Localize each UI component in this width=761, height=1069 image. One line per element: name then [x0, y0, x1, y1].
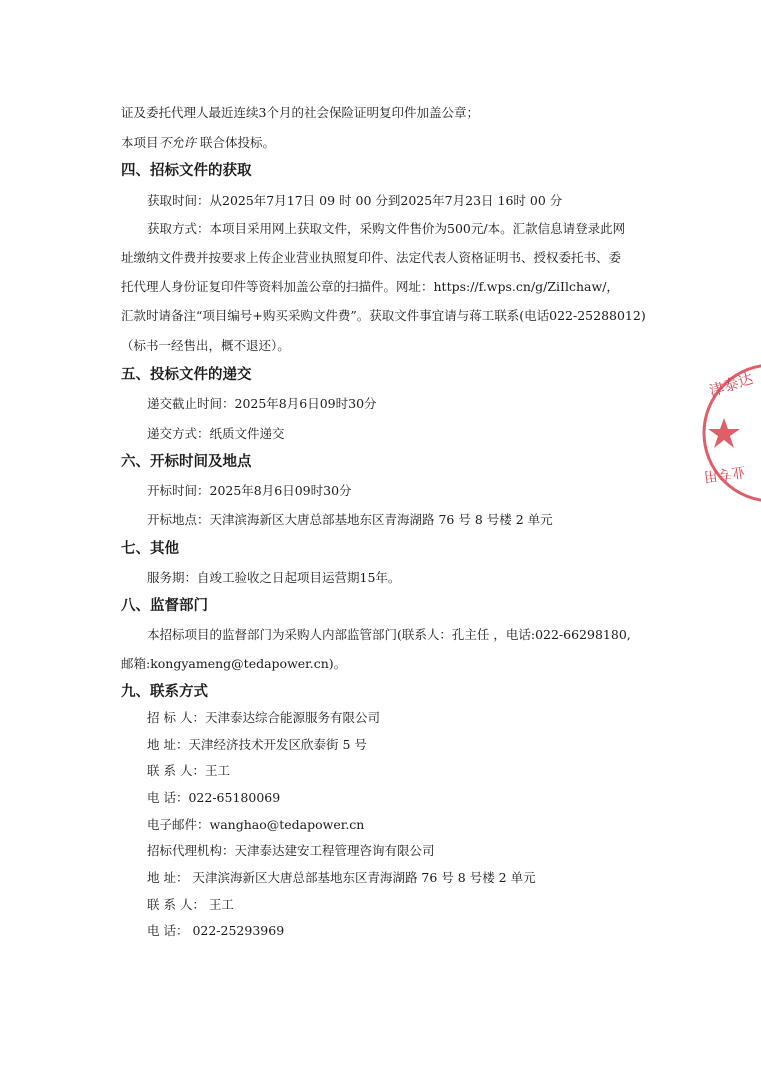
text-line: 托代理人身份证复印件等资料加盖公章的扫描件。网址：https://f.wps.cn/g/ZiIlchaw/， [121, 279, 619, 294]
text-line: 电子邮件：wanghao@tedapower.cn [147, 817, 365, 832]
text-line: 地 址： 天津滨海新区大唐总部基地东区青海湖路 76 号 8 号楼 2 单元 [147, 870, 536, 885]
text-line: 联 系 人：王工 [147, 763, 230, 778]
text-line: 证及委托代理人最近连续3个月的社会保险证明复印件加盖公章； [121, 105, 479, 120]
text-line: 获取方式：本项目采用网上获取文件，采购文件售价为500元/本。汇款信息请登录此网 [147, 221, 626, 236]
text-fragment: 本项目 [121, 135, 159, 150]
text-line: （标书一经售出，概不退还）。 [121, 338, 290, 353]
section-heading: 六、开标时间及地点 [121, 454, 252, 470]
section-heading: 五、投标文件的递交 [121, 367, 252, 383]
seal-top-text: 津泰达 [706, 369, 756, 401]
italic-text: 不允许 [158, 135, 197, 150]
text-line: 邮箱:kongyameng@tedapower.cn)。 [121, 656, 347, 671]
text-line: 服务期：自竣工验收之日起项目运营期15年。 [147, 570, 401, 585]
text-line: 招 标 人：天津泰达综合能源服务有限公司 [147, 710, 380, 725]
text-line [121, 135, 275, 151]
section-heading: 四、招标文件的获取 [121, 163, 252, 179]
text-line: 联 系 人： 王工 [147, 897, 234, 912]
text-line: 递交截止时间：2025年8月6日09时30分 [147, 396, 377, 411]
text-line: 开标时间：2025年8月6日09时30分 [147, 483, 352, 498]
seal-icon [700, 358, 761, 508]
seal-bottom-text: 业专用 [702, 462, 747, 485]
text-fragment: 联合体投标。 [196, 135, 276, 150]
company-seal-stamp [700, 358, 761, 508]
section-heading: 七、其他 [121, 541, 179, 557]
text-line: 汇款时请备注“项目编号+购买采购文件费”。获取文件事宜请与蒋工联系(电话022-25288012) [121, 308, 646, 323]
section-heading: 八、监督部门 [121, 598, 208, 614]
text-line: 电 话： 022-25293969 [147, 923, 285, 938]
text-line: 招标代理机构：天津泰达建安工程管理咨询有限公司 [147, 843, 435, 858]
text-line: 电 话：022-65180069 [147, 790, 281, 805]
text-line: 获取时间：从2025年7月17日 09 时 00 分到2025年7月23日 16时 00 分 [147, 193, 563, 208]
text-line: 本招标项目的监督部门为采购人内部监管部门(联系人：孔主任 ，电话:022-66298180, [147, 627, 631, 642]
text-line: 址缴纳文件费并按要求上传企业营业执照复印件、法定代表人资格证明书、授权委托书、委 [121, 250, 622, 265]
text-line: 递交方式：纸质文件递交 [147, 426, 285, 441]
text-line: 地 址：天津经济技术开发区欣泰街 5 号 [147, 737, 367, 752]
text-line: 开标地点：天津滨海新区大唐总部基地东区青海湖路 76 号 8 号楼 2 单元 [147, 512, 553, 527]
section-heading: 九、联系方式 [121, 684, 208, 700]
